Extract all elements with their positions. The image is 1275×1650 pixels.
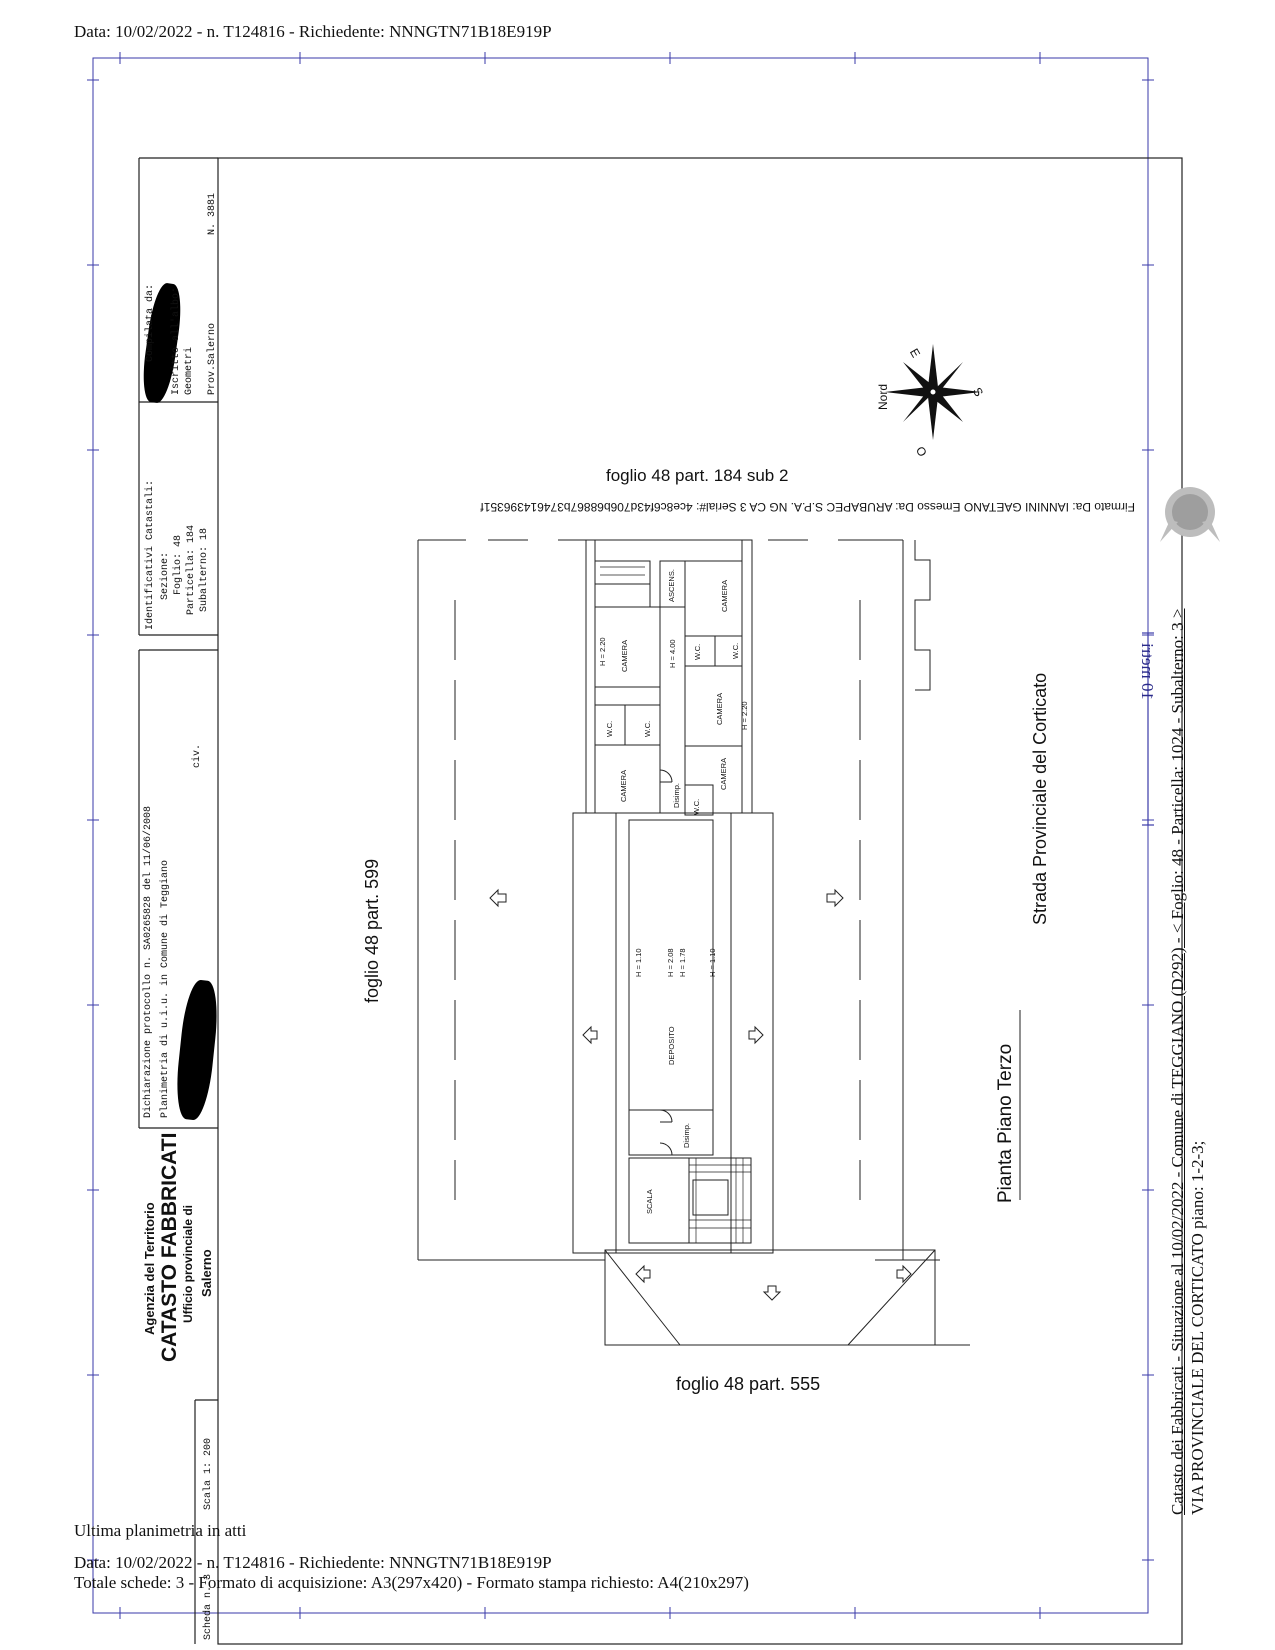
prov-label: Prov.Salerno bbox=[207, 322, 218, 395]
address-line: VIA PROVINCIALE DEL CORTICATO piano: 1-2-3; bbox=[1188, 1140, 1207, 1515]
slope-arrows bbox=[490, 890, 911, 1300]
sub-title: foglio 48 part. 184 sub 2 bbox=[606, 466, 789, 485]
room-disimpegno: Disimp. bbox=[672, 782, 681, 808]
digital-signature-line: Firmato Da: IANNINI GAETANO Emesso Da: ARUBAPEC S.P.A. NG CA 3 Serial#: 4ce8c6f43d706b68867b374614396351f bbox=[480, 500, 1135, 514]
iscritto-label: Iscritto all'albo: bbox=[171, 286, 182, 395]
compass-east: E bbox=[906, 346, 924, 360]
compass-south: S bbox=[969, 385, 987, 399]
room-camera: CAMERA bbox=[720, 579, 729, 612]
subalterno-field: Subalterno: 18 bbox=[199, 527, 210, 612]
footer-request-line: Data: 10/02/2022 - n. T124816 - Richiedente: NNNGTN71B18E919P bbox=[74, 1553, 552, 1572]
signature-seal-icon bbox=[1160, 487, 1220, 542]
foglio-field: Foglio: 48 bbox=[173, 534, 184, 595]
ufficio-label: Ufficio provinciale di bbox=[181, 1204, 195, 1323]
scale-bar-label: 10 metri bbox=[1138, 642, 1157, 700]
road-label: Strada Provinciale del Corticato bbox=[1030, 672, 1050, 925]
height-label: H = 2.20 bbox=[598, 637, 607, 666]
room-camera: CAMERA bbox=[719, 757, 728, 790]
west-parcel-label: foglio 48 part. 599 bbox=[362, 858, 382, 1003]
height-label: H = 1.78 bbox=[678, 948, 687, 977]
sheet-frame bbox=[139, 158, 1182, 1644]
compass-rose-icon bbox=[885, 344, 981, 440]
header-request-line: Data: 10/02/2022 - n. T124816 - Richiedente: NNNGTN71B18E919P bbox=[74, 22, 552, 41]
height-label: H = 2.08 bbox=[666, 948, 675, 977]
height-label: H = 4.00 bbox=[668, 639, 677, 668]
scheda-label: Scheda n. 3 bbox=[203, 1573, 214, 1640]
room-wc: W.C. bbox=[731, 642, 740, 659]
provincia-label: Salerno bbox=[199, 1249, 214, 1297]
room-ascensore: ASCENS. bbox=[667, 569, 676, 602]
room-camera: CAMERA bbox=[620, 639, 629, 672]
room-camera: CAMERA bbox=[715, 692, 724, 725]
compilata-da-label: Compilata da: bbox=[145, 283, 156, 362]
room-wc: W.C. bbox=[643, 720, 652, 737]
dichiarazione-line: Dichiarazione protocollo n. SA0265828 del 11/06/2008 bbox=[143, 805, 154, 1118]
compass-west: O bbox=[912, 444, 930, 460]
room-wc: W.C. bbox=[692, 798, 701, 815]
height-label: H = 1.10 bbox=[708, 948, 717, 977]
building-outline bbox=[418, 540, 1020, 1345]
room-wc: W.C. bbox=[605, 720, 614, 737]
last-plan-label: Ultima planimetria in atti bbox=[74, 1521, 247, 1540]
acquisition-frame bbox=[87, 52, 1154, 1619]
agency-name: Agenzia del Territorio bbox=[142, 1202, 157, 1335]
scala-label: Scala 1: 200 bbox=[203, 1437, 214, 1510]
catasto-title: CATASTO FABBRICATI bbox=[158, 1132, 181, 1362]
room-scala: SCALA bbox=[645, 1189, 654, 1214]
civ-label: civ. bbox=[192, 743, 203, 768]
identificativi-title: Identificativi Catastali: bbox=[145, 479, 156, 630]
room-disimpegno: Disimp. bbox=[682, 1122, 691, 1148]
sezione-field: Sezione: bbox=[160, 551, 171, 600]
planimetria-line: Planimetria di u.i.u. in Comune di Teggiano bbox=[160, 859, 171, 1118]
south-parcel-label: foglio 48 part. 555 bbox=[676, 1374, 821, 1394]
compass-north: Nord bbox=[876, 383, 890, 410]
room-deposito: DEPOSITO bbox=[667, 1026, 676, 1065]
height-label: H = 2.20 bbox=[740, 701, 749, 730]
room-camera: CAMERA bbox=[619, 769, 628, 802]
particella-field: Particella: 184 bbox=[186, 524, 197, 615]
floor-title: Pianta Piano Terzo bbox=[995, 1043, 1016, 1203]
footer-totals-line: Totale schede: 3 - Formato di acquisizione: A3(297x420) - Formato stampa richiesto: A4(210x297) bbox=[74, 1573, 749, 1592]
numero-label: N. 3881 bbox=[207, 192, 218, 235]
albo-label: Geometri bbox=[184, 346, 195, 395]
height-label: H = 1.10 bbox=[634, 948, 643, 977]
catasto-situation-line: Catasto dei Fabbricati - Situazione al 10/02/2022 - Comune di TEGGIANO (D292) - < Foglio: 48 - Particella: 1024 - Subalterno: 3 > bbox=[1168, 608, 1187, 1515]
room-wc: W.C. bbox=[693, 643, 702, 660]
